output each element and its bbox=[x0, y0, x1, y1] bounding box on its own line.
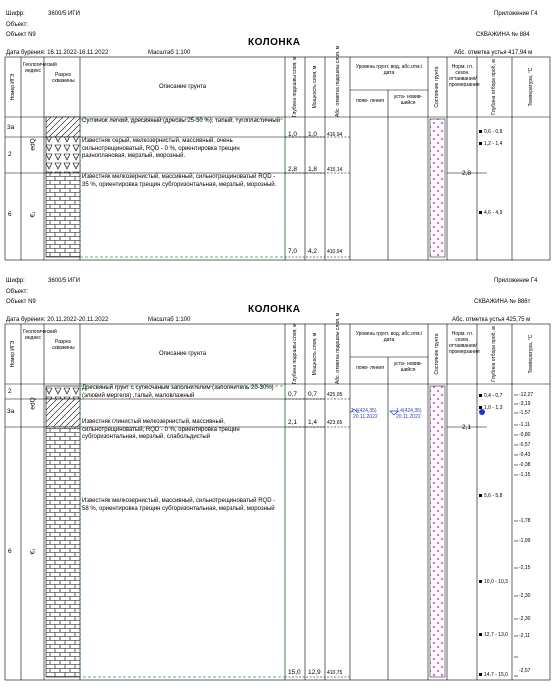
layer-thickness: 1,0 bbox=[308, 131, 318, 138]
header-depth: Глубина подошвы слоя, м bbox=[292, 56, 298, 117]
layer-depth: 2,8 bbox=[288, 166, 298, 173]
temperature-value: -2,30 bbox=[519, 593, 531, 599]
layer-description: Известняк глинистый мелкозернистый, массивный, сильнотрещиноватый, RQD - 0 %, ориентировка трещин субгоризонтальная, мерзлый, слабольдистый bbox=[82, 419, 240, 440]
header-description: Описание грунта bbox=[158, 84, 207, 90]
temperature-value: -0,57 bbox=[519, 442, 531, 448]
cipher-value: 3600/5 ИГИ bbox=[48, 11, 80, 17]
layer-depth: 2,1 bbox=[288, 419, 298, 426]
temperature-value: -12,27 bbox=[519, 392, 534, 398]
header-state: Состояние грунта bbox=[434, 333, 440, 375]
genesis-index: edQ bbox=[29, 397, 37, 410]
header-genesis: Геологический индекс bbox=[23, 62, 57, 74]
genesis-index: €₁ bbox=[29, 211, 37, 218]
well-number: СКВАЖИНА № 886т bbox=[474, 299, 531, 305]
abs-mark: Абс. отметка устья 417,94 м bbox=[454, 50, 533, 56]
layer-depth: 1,0 bbox=[288, 131, 298, 138]
sample-depth: 12,7 - 13,0 bbox=[484, 632, 508, 638]
ige-number: 6 bbox=[8, 548, 12, 555]
layer-depth: 0,7 bbox=[288, 391, 298, 398]
layer-abs: 425,05 bbox=[327, 392, 343, 398]
object-label: Объект: bbox=[6, 289, 29, 295]
layer-description: Известняк серый, мелкозернистый, массивный, очень сильнотрещиноватый, RQD - 0 %, ориентировка трещин разноплановая, мерзлый, морозный. bbox=[82, 138, 240, 159]
layer-thickness: 1,4 bbox=[308, 419, 318, 426]
cipher-label: Шифр: bbox=[6, 278, 25, 284]
layer-abs: 415,14 bbox=[327, 167, 343, 173]
sample-depth: 1,2 - 1,4 bbox=[484, 141, 503, 147]
ige-number: 6 bbox=[8, 211, 12, 218]
appendix-label: Приложение Г4 bbox=[494, 278, 538, 284]
layer-thickness: 1,8 bbox=[308, 166, 318, 173]
temperature-value: -1,78 bbox=[519, 518, 531, 524]
layer-description: Известняк мелкозернистый, массивный, сильнотрещиноватый RQD - 58 %, ориентировка трещин субгоризонтальная, мерзлый, морозный bbox=[82, 498, 276, 512]
header-water: Уровень грунт. вод, абс.отм./ дата bbox=[355, 64, 423, 76]
drill-date: Дата бурения: 16.11.2022-16.11.2022 bbox=[6, 50, 109, 56]
page-title: КОЛОНКА bbox=[248, 37, 301, 48]
cipher-value: 3600/5 ИГИ bbox=[48, 278, 80, 284]
temperature-value: -1,11 bbox=[519, 422, 531, 428]
ige-number: 3а bbox=[7, 408, 15, 415]
drill-date: Дата бурения: 20.11.2022-20.11.2022 bbox=[6, 317, 109, 323]
scale-label: Масштаб 1:100 bbox=[148, 50, 191, 56]
layer-abs: 416,94 bbox=[327, 132, 343, 138]
header-steady: уста- новив- шийся bbox=[393, 94, 423, 106]
temperature-value: -1,99 bbox=[519, 538, 531, 544]
object-value: Объект N9 bbox=[6, 32, 36, 38]
ige-number: 3а bbox=[7, 124, 15, 131]
object-label: Объект: bbox=[6, 22, 29, 28]
page-title: КОЛОНКА bbox=[248, 304, 301, 315]
header-abs: Абс. отметка подошвы слоя, м bbox=[335, 45, 341, 117]
header-appear: появ- ления bbox=[356, 98, 384, 104]
water-steady-date: 20.11.2022 bbox=[396, 414, 421, 420]
temperature-value: -0,43 bbox=[519, 452, 531, 458]
object-value: Объект N9 bbox=[6, 299, 36, 305]
cipher-label: Шифр: bbox=[6, 11, 25, 17]
abs-mark: Абс. отметка устья 425,75 м bbox=[452, 317, 531, 323]
header-appear: появ- ления bbox=[356, 365, 384, 371]
header-genesis: Геологический индекс bbox=[23, 329, 57, 341]
layer-abs: 423,65 bbox=[327, 420, 343, 426]
header-description: Описание грунта bbox=[158, 351, 207, 357]
header-ige: Номер ИГЭ bbox=[10, 340, 16, 368]
temperature-value: -0,38 bbox=[519, 462, 531, 468]
header-sample-depth: Глубина отбора проб, м bbox=[491, 59, 497, 115]
header-section: Разрез скважины bbox=[52, 339, 75, 351]
header-sample-depth: Глубина отбора проб, м bbox=[491, 326, 497, 382]
header-abs: Абс. отметка подошвы слоя, м bbox=[335, 312, 341, 384]
header-norm: Норм. гл. сезон. оттаивания/ промерзания bbox=[449, 64, 480, 88]
water-level: 2,1 bbox=[462, 424, 472, 431]
appendix-label: Приложение Г4 bbox=[494, 11, 538, 17]
sample-depth: 5,6 - 5,8 bbox=[484, 493, 503, 499]
header-section: Разрез скважины bbox=[52, 72, 75, 84]
sample-depth: 10,0 - 10,3 bbox=[484, 579, 508, 585]
layer-thickness: 4,2 bbox=[308, 248, 318, 255]
temperature-value: -2,30 bbox=[519, 616, 531, 622]
temperature-value: -2,11 bbox=[519, 633, 531, 639]
sample-depth: 4,6 - 4,9 bbox=[484, 210, 503, 216]
temperature-value: -1,15 bbox=[519, 472, 531, 478]
layer-depth: 7,0 bbox=[288, 248, 298, 255]
scale-label: Масштаб 1:100 bbox=[148, 317, 191, 323]
header-ige: Номер ИГЭ bbox=[10, 73, 16, 101]
header-water: Уровень грунт. вод, абс.отм./ дата bbox=[355, 331, 423, 343]
water-appear: 1,4(424,35) bbox=[351, 408, 377, 414]
temperature-value: -0,80 bbox=[519, 432, 531, 438]
temperature-value: -2,15 bbox=[519, 565, 531, 571]
sample-depth: 14,7 - 15,0 bbox=[484, 672, 508, 678]
layer-abs: 410,75 bbox=[327, 670, 343, 676]
header-temperature: Температура, °С bbox=[528, 334, 534, 374]
header-thickness: Мощность слоя, м bbox=[312, 65, 318, 109]
ige-number: 2 bbox=[8, 151, 12, 158]
temperature-value: -1,57 bbox=[519, 410, 531, 416]
genesis-index: edQ bbox=[29, 138, 37, 151]
header-steady: уста- новив- шийся bbox=[393, 361, 423, 373]
water-appear-date: 20.11.2022 bbox=[353, 414, 378, 420]
header-state: Состояние грунта bbox=[434, 66, 440, 108]
layer-description: Дресвяный грунт с супесчаным заполнителем (заполнитель 20-30%) (элювий мергеля) ,талый, маловлажный bbox=[82, 385, 274, 399]
genesis-index: €₁ bbox=[29, 548, 37, 555]
layer-abs: 410,94 bbox=[327, 249, 343, 255]
well-number: СКВАЖИНА № 884 bbox=[476, 32, 530, 38]
layer-thickness: 0,7 bbox=[308, 391, 318, 398]
sample-depth: 0,6 - 0,8 bbox=[484, 129, 503, 135]
sample-depth: 0,4 - 0,7 bbox=[484, 393, 503, 399]
header-temperature: Температура, °С bbox=[528, 67, 534, 107]
header-thickness: Мощность слоя, м bbox=[312, 332, 318, 376]
temperature-value: -3,19 bbox=[519, 401, 531, 407]
header-norm: Норм. гл. сезон. оттаивания/ промерзания bbox=[449, 331, 480, 355]
ige-number: 2 bbox=[8, 388, 12, 395]
layer-depth: 15,0 bbox=[288, 669, 301, 676]
layer-description: Суглинок легкий, дресвяный (дресвы 25-30 %), талый, тугопластичный bbox=[82, 118, 281, 124]
temperature-value: -2,57 bbox=[519, 668, 531, 674]
layer-thickness: 12,9 bbox=[308, 669, 321, 676]
header-depth: Глубина подошвы слоя, м bbox=[292, 323, 298, 384]
water-level: 2,8 bbox=[462, 170, 472, 177]
layer-description: Известняк мелкозернистый, массивный, сильнотрещиноватый RQD - 35 %, ориентировка трещин субгоризонтальная, мерзлый, морозный. bbox=[82, 174, 277, 188]
water-steady: 1,4(424,35) bbox=[396, 408, 422, 414]
sample-depth: 1,0 - 1,3 bbox=[484, 405, 503, 411]
